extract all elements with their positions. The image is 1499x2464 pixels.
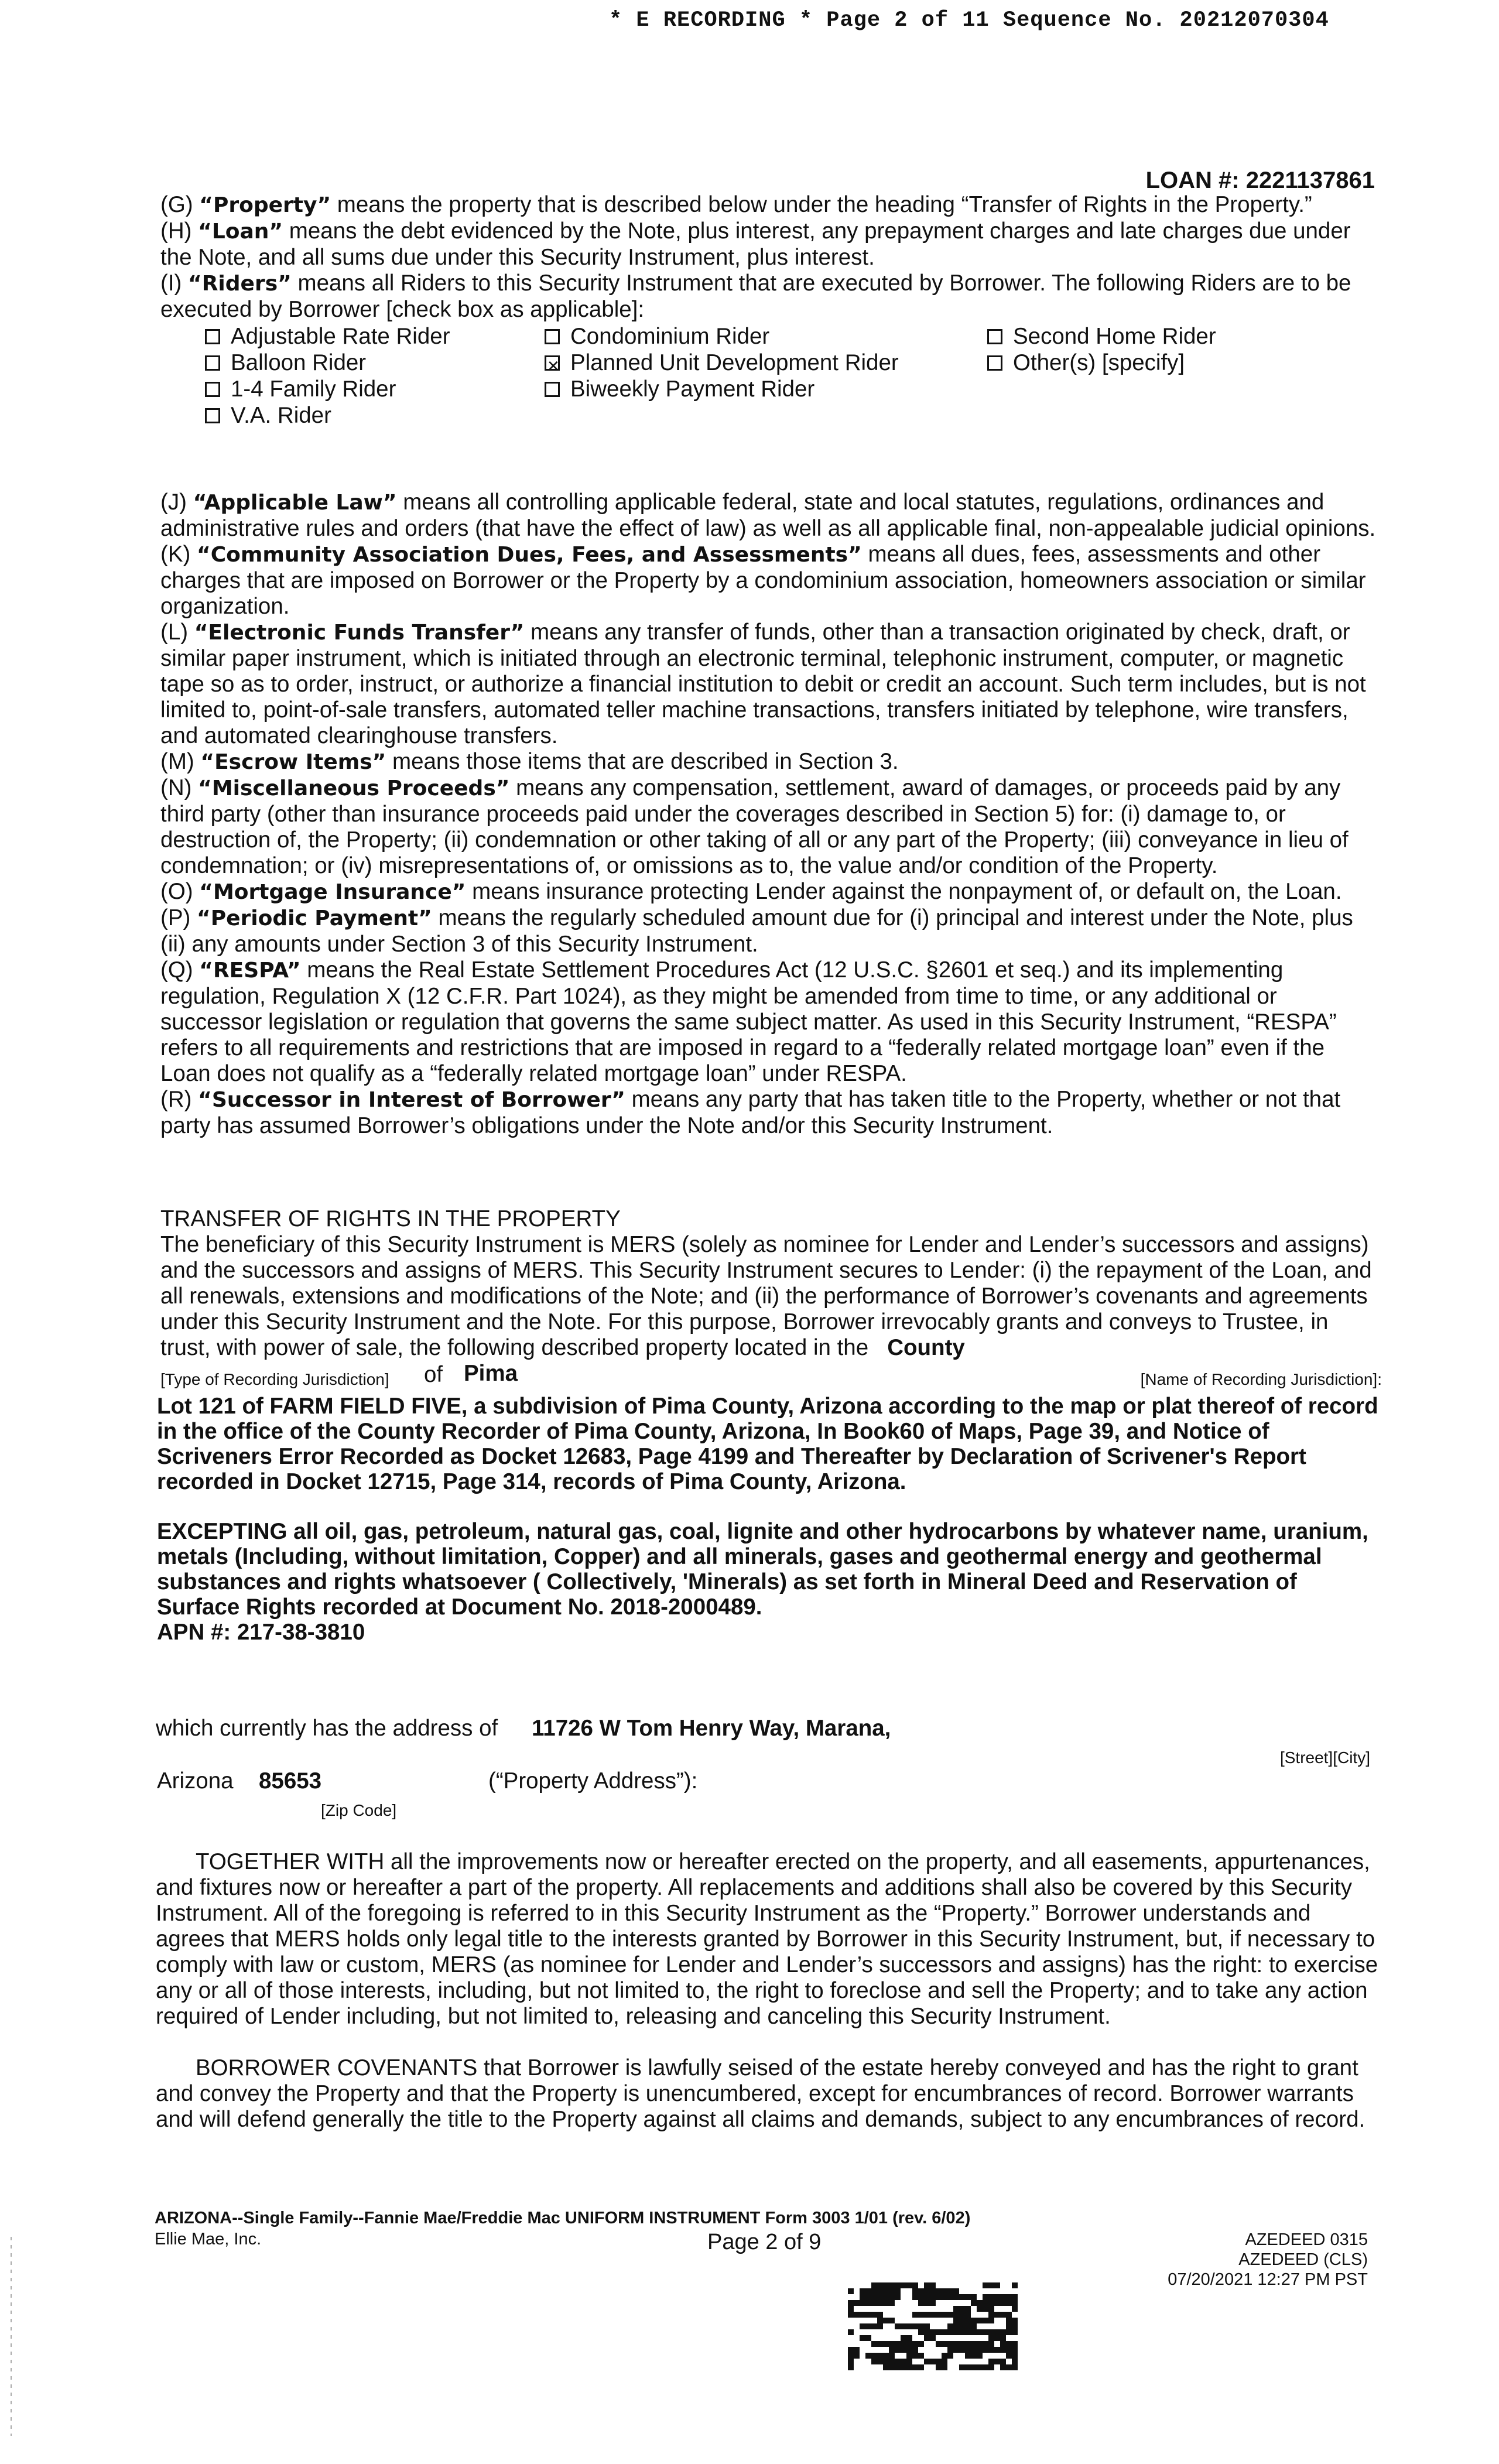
checkbox[interactable]	[205, 355, 220, 371]
margin-perforation	[11, 2237, 12, 2436]
closing-paragraphs	[156, 1849, 1381, 2133]
borrower-covenants-paragraph: BORROWER COVENANTS that Borrower is lawfully seised of the estate hereby conveyed and has the right to grant and convey the Property and that the Property is unencumbered, except for encumbrances of record. Borrower warrants and will defend generally the title to the Property against all claims and demands, subject to any encumbrances of record.	[156, 2055, 1365, 2132]
form-code-cls: AZEDEED (CLS)	[1238, 2250, 1368, 2269]
legal-description	[157, 1394, 1381, 1645]
rider-second-home[interactable]: Second Home Rider	[987, 323, 1216, 350]
checkbox-checked[interactable]	[545, 355, 560, 371]
transfer-section	[160, 1206, 1382, 1388]
definitions-top	[160, 192, 1378, 323]
rider-planned-unit-development[interactable]: ✕ Planned Unit Development Rider	[545, 350, 899, 376]
definition-h: (H) “Loan” means the debt evidenced by the Note, plus interest, any prepayment charges and late charges due under the Note, and all sums due under this Security Instrument, plus interest.	[160, 218, 1351, 270]
definition-r: (R) “Successor in Interest of Borrower” means any party that has taken title to the Property, whether or not that party has assumed Borrower’s obligations under the Note and/or this Security Instrument.	[160, 1087, 1341, 1138]
definitions-main	[160, 490, 1378, 1139]
street-city: 11726 W Tom Henry Way, Marana,	[532, 1716, 891, 1741]
form-code: AZEDEED 0315	[1245, 2230, 1368, 2249]
address-intro: which currently has the address of	[156, 1716, 498, 1741]
loan-number: LOAN #: 2221137861	[1145, 167, 1375, 193]
definition-n: (N) “Miscellaneous Proceeds” means any compensation, settlement, award of damages, or proceeds paid by any third party (other than insurance proceeds paid under the coverages described in Section 5) for: (i) damage to, or destruction of, the Property; (ii) condemnation or other taking of all or any part of the Property; (iii) conveyance in lieu of condemnation; or (iv) misrepresentations of, or omissions as to, the value and/or condition of the Property.	[160, 775, 1349, 878]
name-caption: [Name of Recording Jurisdiction]:	[1140, 1370, 1382, 1388]
checkbox[interactable]	[205, 329, 220, 344]
jurisdiction-line	[160, 1361, 1382, 1388]
definition-q: (Q) “RESPA” means the Real Estate Settlement Procedures Act (12 U.S.C. §2601 et seq.) and its implementing regulation, Regulation X (12 C.F.R. Part 1024), as they might be amended from time to time, or any additional or successor legislation or regulation that governs the same subject matter. As used in this Security Instrument, “RESPA” refers to all requirements and restrictions that are imposed in regard to a “federally related mortgage loan” even if the Loan does not qualify as a “federally related mortgage loan” under RESPA.	[160, 957, 1337, 1086]
vendor-name: Ellie Mae, Inc.	[155, 2230, 262, 2249]
page-number: Page 2 of 9	[707, 2230, 822, 2254]
lot-description: Lot 121 of FARM FIELD FIVE, a subdivision of Pima County, Arizona according to the map or plat thereof of record in the office of the County Recorder of Pima County, Arizona, In Book60 of Maps, Page 39, and Notice of Scriveners Error Recorded as Docket 12683, Page 4199 and Thereafter by Declaration of Scrivener's Report recorded in Docket 12715, Page 314, records of Pima County, Arizona.	[157, 1394, 1378, 1494]
footer-left	[155, 2208, 970, 2250]
of-word: of	[424, 1362, 443, 1387]
transfer-text: The beneficiary of this Security Instrument is MERS (solely as nominee for Lender and Lender’s successors and assigns) and the successors and assigns of MERS. This Security Instrument secures to Lender: (i) the repayment of the Loan, and all renewals, extensions and modifications of the Note; and (ii) the performance of Borrower’s covenants and agreements under this Security Instrument and the Note. For this purpose, Borrower irrevocably grants and conveys to Trustee, in trust, with power of sale, the following described property located in the County	[160, 1232, 1372, 1360]
excepting-clause: EXCEPTING all oil, gas, petroleum, natural gas, coal, lignite and other hydrocarbons by whatever name, uranium, metals (Including, without limitation, Copper) and all minerals, gases and geothermal energy and geothermal substances and rights whatsoever ( Collectively, 'Minerals) as set forth in Mineral Deed and Reservation of Surface Rights recorded at Document No. 2018-2000489.	[157, 1519, 1368, 1620]
street-city-caption: [Street][City]	[1279, 1748, 1370, 1767]
jurisdiction-type: County	[887, 1335, 965, 1360]
jurisdiction-name: Pima	[464, 1361, 518, 1386]
checkbox[interactable]	[545, 382, 560, 397]
rider-va[interactable]: V.A. Rider	[205, 402, 450, 429]
together-with-paragraph: TOGETHER WITH all the improvements now or hereafter erected on the property, and all easements, appurtenances, and fixtures now or hereafter a part of the property. All replacements and additions shall also be covered by this Security Instrument. All of the foregoing is referred to in this Security Instrument as the “Property.” Borrower understands and agrees that MERS holds only legal title to the interests granted by Borrower in this Security Instrument, but, if necessary to comply with law or custom, MERS (as nominee for Lender and Lender’s successors and assigns) has the right: to exercise any or all of those interests, including, but not limited to, the right to foreclose and sell the Property; and to take any action required of Lender including, but not limited to, releasing and canceling this Security Instrument.	[156, 1849, 1378, 2029]
footer-right	[1168, 2230, 1368, 2290]
type-caption: [Type of Recording Jurisdiction]	[160, 1370, 389, 1388]
rider-balloon[interactable]: Balloon Rider	[205, 350, 450, 376]
checkbox[interactable]	[545, 329, 560, 344]
rider-condominium[interactable]: Condominium Rider	[545, 323, 899, 350]
rider-biweekly-payment[interactable]: Biweekly Payment Rider	[545, 376, 899, 402]
rider-other[interactable]: Other(s) [specify]	[987, 350, 1216, 376]
rider-1-4-family[interactable]: 1-4 Family Rider	[205, 376, 450, 402]
definition-g: (G) “Property” means the property that is described below under the heading “Transfer of Rights in the Property.”	[160, 192, 1312, 217]
definition-i: (I) “Riders” means all Riders to this Security Instrument that are executed by Borrower. The following Riders are to be executed by Borrower [check box as applicable]:	[160, 271, 1351, 322]
apn-number: APN #: 217-38-3810	[157, 1620, 365, 1645]
definition-l: (L) “Electronic Funds Transfer” means any transfer of funds, other than a transaction originated by check, draft, or similar paper instrument, which is initiated through an electronic terminal, telephonic instrument, computer, or magnetic tape so as to order, instruct, or authorize a financial institution to debit or credit an account. Such term includes, but is not limited to, point-of-sale transfers, automated teller machine transactions, transfers initiated by telephone, wire transfers, and automated clearinghouse transfers.	[160, 620, 1366, 748]
definition-k: (K) “Community Association Dues, Fees, and Assessments” means all dues, fees, assessments and other charges that are imposed on Borrower or the Property by a condominium association, homeowners association or similar organization.	[160, 542, 1366, 619]
state: Arizona	[157, 1768, 234, 1794]
print-datetime: 07/20/2021 12:27 PM PST	[1168, 2270, 1368, 2289]
zip-caption: [Zip Code]	[321, 1801, 397, 1819]
barcode-icon	[848, 2282, 1018, 2370]
definition-m: (M) “Escrow Items” means those items that are described in Section 3.	[160, 749, 899, 774]
definition-p: (P) “Periodic Payment” means the regularly scheduled amount due for (i) principal and interest under the Note, plus (ii) any amounts under Section 3 of this Security Instrument.	[160, 905, 1353, 957]
checkbox[interactable]	[987, 329, 1002, 344]
definition-o: (O) “Mortgage Insurance” means insurance protecting Lender against the nonpayment of, or default on, the Loan.	[160, 879, 1342, 904]
rider-adjustable-rate[interactable]: Adjustable Rate Rider	[205, 323, 450, 350]
transfer-heading: TRANSFER OF RIGHTS IN THE PROPERTY	[160, 1206, 621, 1231]
property-address-label: (“Property Address”):	[488, 1768, 698, 1794]
checkbox[interactable]	[205, 382, 220, 397]
definition-j: (J) “Applicable Law” means all controlling applicable federal, state and local statutes, regulations, ordinances and administrative rules and orders (that have the effect of law) as well as all applicable final, non-appealable judicial opinions.	[160, 490, 1376, 541]
checkbox[interactable]	[987, 355, 1002, 371]
zip-code: 85653	[259, 1768, 322, 1794]
form-identifier: ARIZONA--Single Family--Fannie Mae/Freddie Mac UNIFORM INSTRUMENT Form 3003 1/01 (rev. 6/02)	[155, 2209, 971, 2227]
checkbox[interactable]	[205, 408, 220, 423]
recording-stamp: * E RECORDING * Page 2 of 11 Sequence No. 20212070304	[609, 8, 1329, 33]
